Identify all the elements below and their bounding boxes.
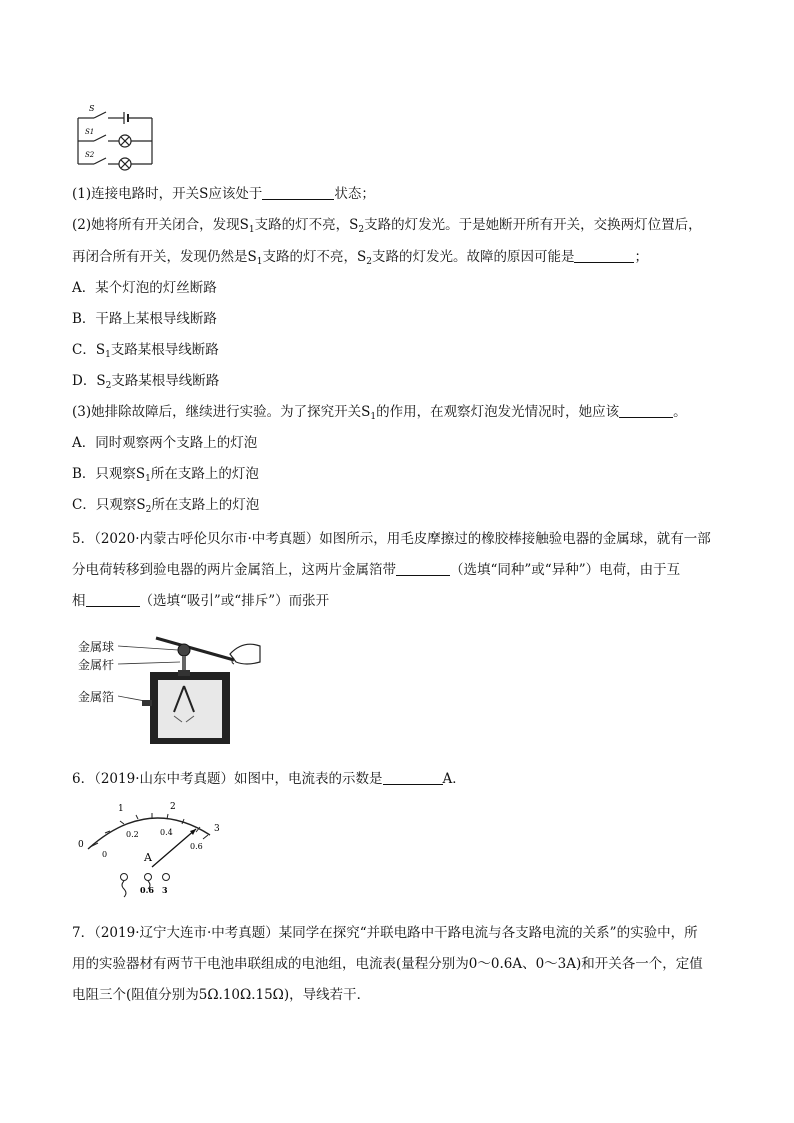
metal-ball-label: 金属球	[78, 640, 115, 654]
switch-s-label: S	[89, 104, 95, 113]
q4-part3-option-c: C．只观察$S_2$所在支路上的灯泡	[72, 497, 260, 515]
q4-option-b: B．干路上某根导线断路	[72, 311, 217, 327]
bottom-scale-2: 0.4	[160, 828, 173, 837]
ammeter-figure	[78, 797, 228, 907]
metal-rod-label: 金属杆	[78, 658, 115, 672]
q5-line3: 相 （选填“吸引”或“排斥”）而张开	[72, 593, 330, 609]
circuit-diagram	[72, 100, 172, 172]
metal-foil-label: 金属箔	[78, 690, 115, 704]
q4-part3-option-a: A．同时观察两个支路上的灯泡	[72, 435, 258, 451]
q4-part3: (3)她排除故障后，继续进行实验。为了探究开关$S_1$的作用，在观察灯泡发光情况时，她应该 。	[72, 404, 687, 422]
answer-blank[interactable]	[619, 403, 673, 418]
q4-part3-option-b: B．只观察$S_1$所在支路上的灯泡	[72, 466, 259, 484]
answer-blank[interactable]	[396, 561, 450, 576]
terminal-0-6: 0.6	[140, 885, 154, 895]
q7-line3: 电阻三个(阻值分别为5Ω.10Ω.15Ω)，导线若干．	[72, 987, 371, 1003]
q7-line2: 用的实验器材有两节干电池串联组成的电池组，电流表(量程分别为0～0.6A、0～3A)和开关各一个，定值	[72, 956, 703, 972]
ammeter-unit: A	[144, 851, 152, 864]
top-scale-1: 1	[118, 804, 124, 814]
answer-blank[interactable]	[262, 185, 334, 200]
answer-blank[interactable]	[86, 592, 140, 607]
q4-part2-line1: (2)她将所有开关闭合，发现$S_1$支路的灯不亮，$S_2$支路的灯发光。于是她断开所有开关，交换两灯位置后，	[72, 217, 702, 235]
q4-option-c: C．$S_1$支路某根导线断路	[72, 342, 219, 360]
q4-part1: (1)连接电路时，开关S应该处于 状态；	[72, 186, 375, 202]
bottom-scale-3: 0.6	[190, 842, 203, 851]
answer-blank[interactable]	[383, 770, 443, 785]
bottom-scale-0: 0	[102, 850, 108, 859]
bottom-scale-1: 0.2	[126, 830, 139, 839]
q6-question: 6．（2019·山东中考真题）如图中，电流表的示数是 A．	[72, 771, 466, 787]
electroscope-figure	[118, 632, 318, 744]
switch-s2-label: S2	[85, 151, 95, 159]
switch-s1-label: S1	[85, 128, 95, 136]
q7-line1: 7．（2019·辽宁大连市·中考真题）某同学在探究“并联电路中干路电流与各支路电流的关系”的实验中，所	[72, 925, 698, 941]
top-scale-3: 3	[214, 824, 220, 834]
terminal-3: 3	[162, 885, 168, 895]
q4-option-d: D．$S_2$支路某根导线断路	[72, 373, 220, 391]
top-scale-0: 0	[78, 840, 84, 850]
q5-line2: 分电荷转移到验电器的两片金属箔上，这两片金属箔带 （选填“同种”或“异种”）电荷，由于互	[72, 562, 681, 578]
q4-option-a: A．某个灯泡的灯丝断路	[72, 280, 217, 296]
top-scale-2: 2	[170, 802, 176, 812]
answer-blank[interactable]	[574, 248, 634, 263]
q5-line1: 5．（2020·内蒙古呼伦贝尔市·中考真题）如图所示，用毛皮摩擦过的橡胶棒接触验电器的金属球，就有一部	[72, 531, 711, 547]
q4-part2-line2: 再闭合所有开关，发现仍然是$S_1$支路的灯不亮，$S_2$支路的灯发光。故障的原因可能是 ；	[72, 249, 648, 267]
